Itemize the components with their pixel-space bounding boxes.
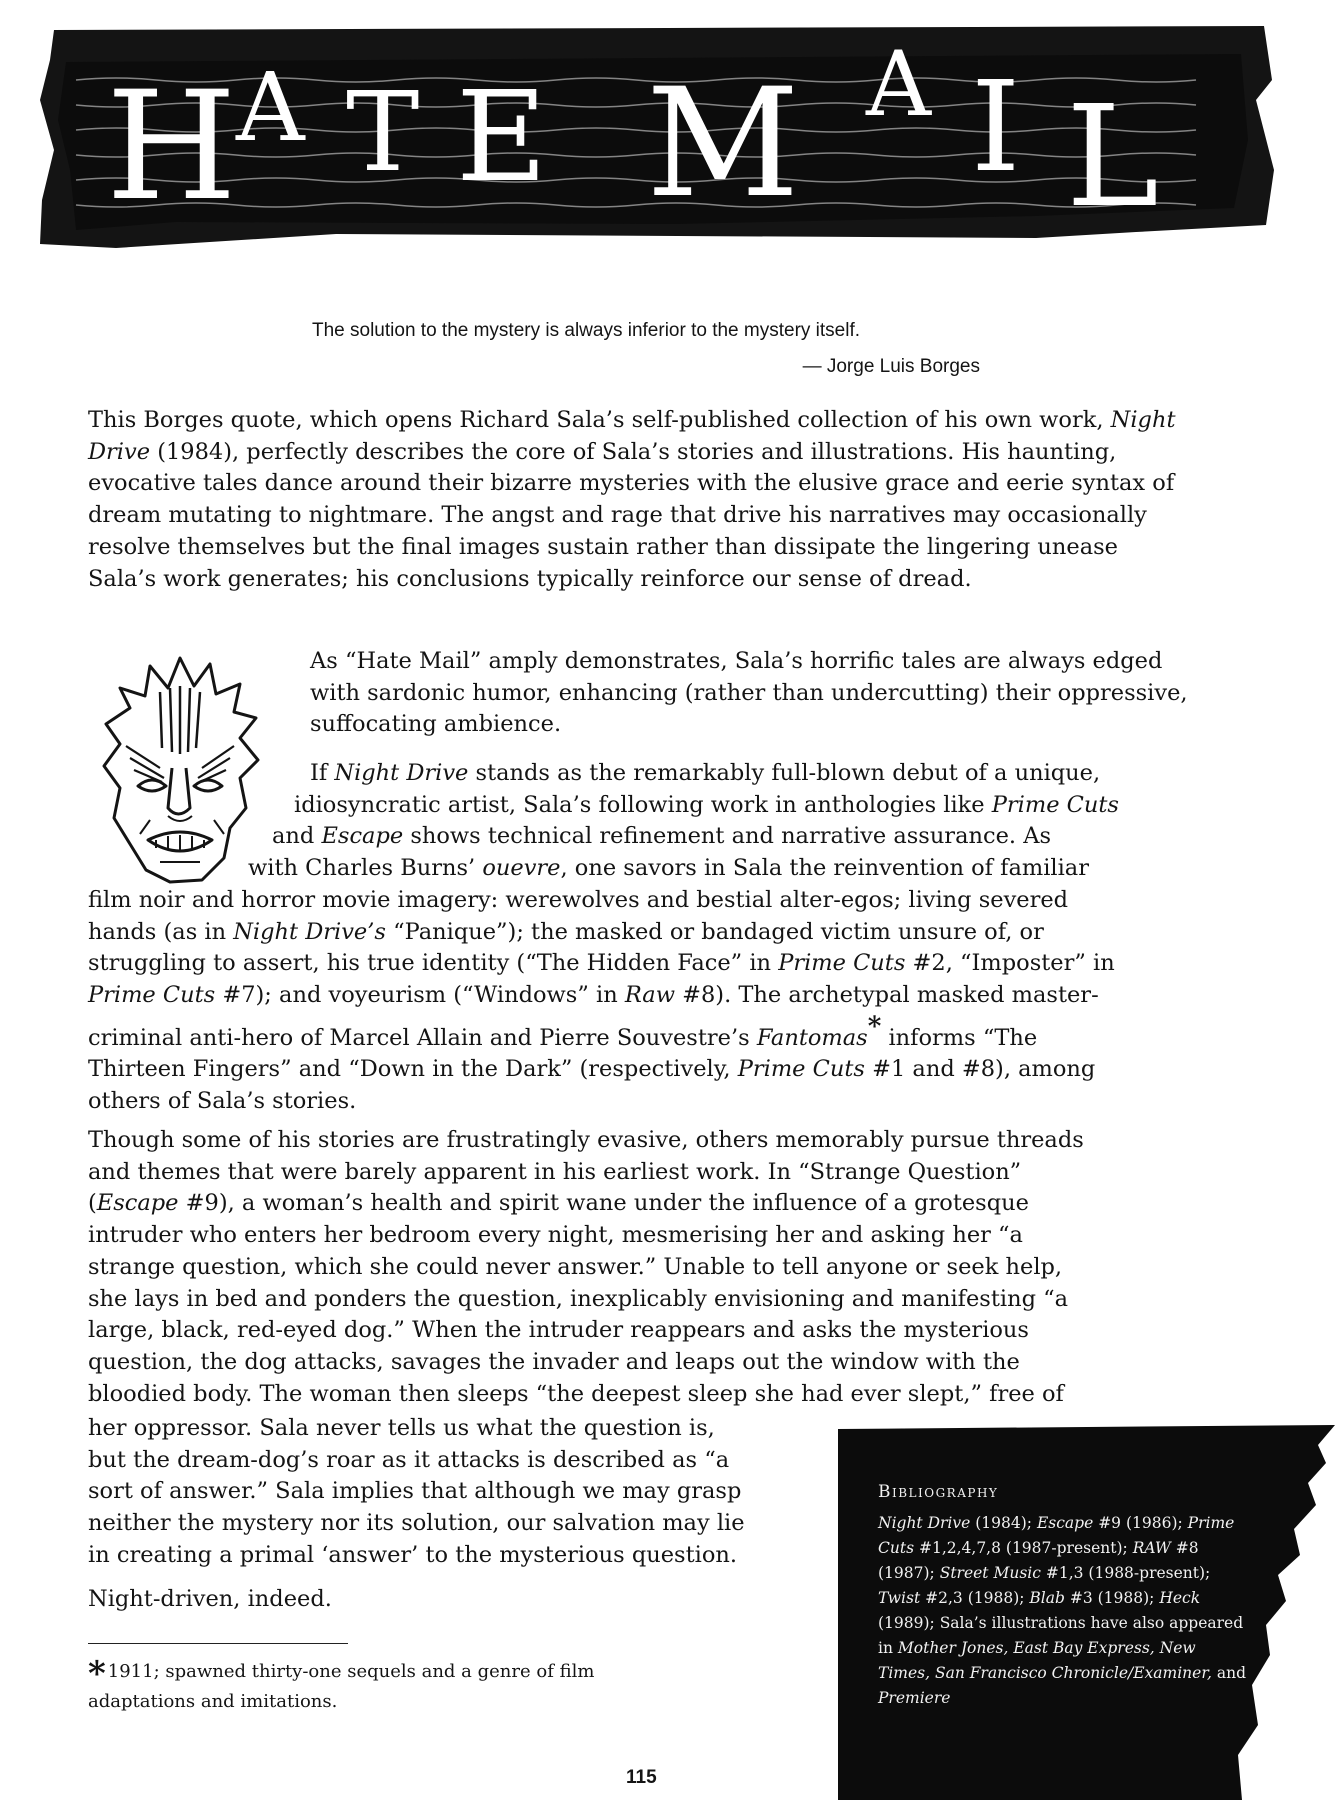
footnote-text: 1911; spawned thirty-one sequels and a genre of film adaptations and imitations. bbox=[88, 1661, 595, 1712]
text-line: film noir and horror movie imagery: werewolves and bestial alter-egos; living severed bbox=[88, 886, 1069, 913]
text-line: others of Sala’s stories. bbox=[88, 1088, 357, 1115]
paragraph-strange-question bbox=[88, 1125, 1238, 1410]
text-line: she lays in bed and ponders the question, inexplicably envisioning and manifesting “a bbox=[88, 1285, 1069, 1312]
hate-mail-header-banner bbox=[36, 20, 1288, 252]
paragraph-night-drive bbox=[88, 758, 1218, 1118]
text-line: and Escape shows technical refinement and narrative assurance. As bbox=[272, 823, 1051, 850]
text-line: Prime Cuts #7); and voyeurism (“Windows” in Raw #8). The archetypal masked master- bbox=[88, 981, 1099, 1008]
text-line: (Escape #9), a woman’s health and spirit wane under the influence of a grotesque bbox=[88, 1190, 1029, 1217]
text-line: and themes that were barely apparent in his earliest work. In “Strange Question” bbox=[88, 1158, 1022, 1185]
banner-letter: A bbox=[236, 53, 305, 163]
text-line: question, the dog attacks, savages the invader and leaps out the window with the bbox=[88, 1348, 1020, 1375]
banner-letter: H bbox=[106, 60, 237, 234]
text-line: idiosyncratic artist, Sala’s following work in anthologies like Prime Cuts bbox=[294, 791, 1119, 818]
banner-letter: A bbox=[866, 32, 931, 137]
text-line: Thirteen Fingers” and “Down in the Dark” (respectively, Prime Cuts #1 and #8), among bbox=[88, 1056, 1096, 1083]
text-line: intruder who enters her bedroom every night, mesmerising her and asking her “a bbox=[88, 1222, 1023, 1249]
bibliography-title: Bibliography bbox=[878, 1482, 999, 1502]
text-line: If Night Drive stands as the remarkably full-blown debut of a unique, bbox=[310, 760, 1101, 786]
text-line: struggling to assert, his true identity (“The Hidden Face” in Prime Cuts #2, “Imposter” in bbox=[88, 950, 1115, 977]
text-line: strange question, which she could never answer.” Unable to tell anyone or seek help, bbox=[88, 1253, 1063, 1280]
footnote bbox=[88, 1654, 688, 1716]
text-line: her oppressor. Sala never tells us what the question is, bbox=[88, 1415, 715, 1441]
page-number: 115 bbox=[626, 1767, 657, 1788]
text-line: with Charles Burns’ ouevre, one savors in Sala the reinvention of familiar bbox=[248, 855, 1089, 882]
footnote-divider bbox=[88, 1643, 348, 1644]
banner-letter: E bbox=[456, 65, 548, 210]
text-line: Though some of his stories are frustratingly evasive, others memorably pursue threads bbox=[88, 1127, 1084, 1153]
paragraph-intro bbox=[88, 405, 1193, 595]
text-line: criminal anti-hero of Marcel Allain and Pierre Souvestre’s Fantomas* informs “The bbox=[88, 1011, 1038, 1051]
footnote-marker: * bbox=[867, 1011, 882, 1042]
text-line: sort of answer.” Sala implies that although we may grasp bbox=[88, 1478, 742, 1505]
epigraph-attribution: — Jorge Luis Borges bbox=[802, 356, 980, 377]
text-line: neither the mystery nor its solution, our salvation may lie bbox=[88, 1510, 745, 1537]
text-line: but the dream-dog’s roar as it attacks is described as “a bbox=[88, 1446, 730, 1473]
banner-letter: L bbox=[1066, 76, 1159, 239]
paragraph-closing: Night-driven, indeed. bbox=[88, 1586, 332, 1612]
banner-letter: T bbox=[346, 68, 420, 196]
text-line: in creating a primal ‘answer’ to the mysterious question. bbox=[88, 1541, 738, 1568]
title-night-drive: Night Drive bbox=[88, 407, 1176, 465]
text-line: large, black, red-eyed dog.” When the intruder reappears and asks the mysterious bbox=[88, 1317, 1029, 1344]
paragraph-answer bbox=[88, 1413, 828, 1572]
paragraph-hate-mail: As “Hate Mail” amply demonstrates, Sala’s horrific tales are always edged with sardonic humor, enhancing (rather than undercutting) their oppressive, suffocating ambience. bbox=[310, 648, 1188, 738]
text-line: bloodied body. The woman then sleeps “the deepest sleep she had ever slept,” free of bbox=[88, 1380, 1064, 1407]
text-run: This Borges quote, which opens Richard Sala’s self-published collection of his own work, bbox=[88, 407, 1104, 433]
bibliography-list: Night Drive (1984); Escape #9 (1986); Prime Cuts #1,2,4,7,8 (1987-present); RAW #8 (1987); Street Music #1,3 (1988-present); Twist #2,3 (1988); Blab #3 (1988); Heck (1989); Sala’s illustrations have also appeared in Mother Jones, East Bay Express, New Times, San Francisco Chronicle/Examiner, and Premiere bbox=[878, 1514, 1247, 1707]
text-run: (1984), perfectly describes the core of Sala’s stories and illustrations. His haunting, evocative tales dance around their bizarre mysteries with the elusive grace and eerie syntax of dream mutating to nightmare. The angst and rage that drive his narratives may occasionally resolve themselves but the final images sustain rather than dissipate the lingering unease Sala’s work generates; his conclusions typically reinforce our sense of dread. bbox=[88, 438, 1175, 592]
bibliography bbox=[878, 1480, 1248, 1711]
epigraph bbox=[312, 313, 982, 385]
banner-letter: I bbox=[971, 55, 1021, 200]
banner-letter: M bbox=[646, 57, 800, 231]
footnote-star: * bbox=[88, 1654, 106, 1694]
epigraph-text: The solution to the mystery is always inferior to the mystery itself. bbox=[312, 320, 861, 341]
text-line: hands (as in Night Drive’s “Panique”); the masked or bandaged victim unsure of, or bbox=[88, 918, 1044, 945]
